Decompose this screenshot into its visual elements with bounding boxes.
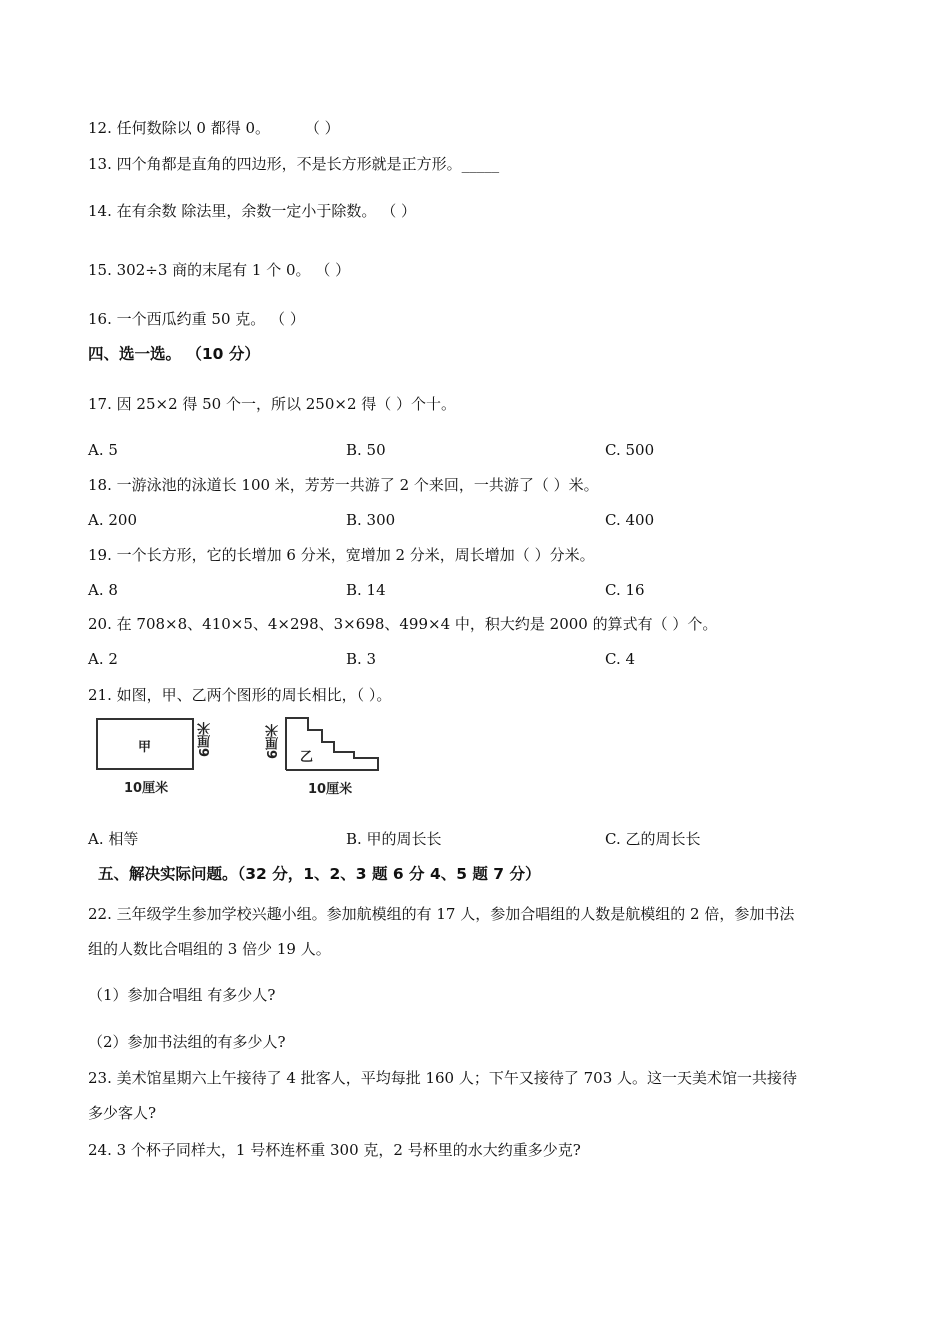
option-b: B. 300 (346, 511, 396, 529)
question-stem: 一游泳池的泳道长 100 米，芳芳一共游了 2 个来回，一共游了（ ）米。 (116, 476, 599, 494)
question-text: 一个西瓜约重 50 克。 (116, 310, 266, 328)
option-b: B. 3 (346, 650, 377, 668)
shape-yi-figure (282, 712, 392, 776)
question-text: 任何数除以 0 都得 0。 (116, 119, 271, 137)
question-number: 19. (88, 546, 112, 564)
question-number: 14. (88, 202, 112, 220)
answer-parentheses: （ ） (304, 119, 340, 137)
problem-23-line-1: 23. 美术馆星期六上午接待了 4 批客人，平均每批 160 人；下午又接待了 703 人。这一天美术馆一共接待 (88, 1069, 798, 1087)
question-14 (88, 200, 416, 222)
option-c: C. 500 (605, 441, 655, 459)
question-16 (88, 308, 305, 330)
question-number: 21. (88, 686, 112, 704)
shape-yi-side-label: 6厘米 (266, 724, 281, 760)
option-c: C. 400 (605, 511, 655, 529)
shape-yi-bottom-label: 10厘米 (308, 782, 353, 797)
answer-parentheses: （ ） (315, 261, 351, 279)
option-a: A. 200 (88, 511, 137, 529)
question-text: 302÷3 商的末尾有 1 个 0。 (116, 261, 311, 279)
option-b: B. 50 (346, 441, 386, 459)
shape-jia-label: 甲 (138, 740, 152, 755)
question-number: 13. (88, 155, 112, 173)
problem-22-sub-1: （1）参加合唱组 有多少人? (88, 986, 276, 1004)
question-stem: 在 708×8、410×5、4×298、3×698、499×4 中，积大约是 2000 的算式有（ ）个。 (116, 615, 718, 633)
question-stem: 如图，甲、乙两个图形的周长相比，（ ）。 (116, 686, 392, 704)
problem-22-line-2: 组的人数比合唱组的 3 倍少 19 人。 (88, 940, 331, 958)
shape-jia-side-label: 6厘米 (198, 722, 213, 758)
question-number: 17. (88, 395, 112, 413)
question-stem: 因 25×2 得 50 个一，所以 250×2 得（ ）个十。 (116, 395, 457, 413)
problem-23-line-2: 多少客人? (88, 1104, 157, 1122)
option-b: B. 甲的周长长 (346, 830, 442, 848)
option-a: A. 2 (88, 650, 118, 668)
question-12 (88, 117, 340, 139)
option-c: C. 16 (605, 581, 645, 599)
question-17 (88, 393, 456, 415)
option-a: A. 8 (88, 581, 118, 599)
problem-22-sub-2: （2）参加书法组的有多少人? (88, 1033, 286, 1051)
option-b: B. 14 (346, 581, 386, 599)
question-stem: 一个长方形，它的长增加 6 分米，宽增加 2 分米，周长增加（ ）分米。 (116, 546, 595, 564)
problem-24-line-1: 24. 3 个杯子同样大，1 号杯连杯重 300 克，2 号杯里的水大约重多少克? (88, 1141, 581, 1159)
question-18 (88, 474, 599, 496)
answer-blank: _____ (461, 155, 500, 173)
section-4-heading: 四、选一选。 （10 分） (88, 345, 260, 363)
section-5-heading: 五、解决实际问题。（32 分，1、2、3 题 6 分 4、5 题 7 分） (98, 865, 541, 883)
option-c: C. 4 (605, 650, 636, 668)
question-number: 12. (88, 119, 112, 137)
question-text: 四个角都是直角的四边形，不是长方形就是正方形。 (116, 155, 462, 173)
question-19 (88, 544, 595, 566)
answer-parentheses: （ ） (381, 202, 416, 220)
question-text: 在有余数 除法里，余数一定小于除数。 (116, 202, 377, 220)
question-number: 18. (88, 476, 112, 494)
question-13 (88, 153, 499, 175)
question-number: 20. (88, 615, 112, 633)
question-15 (88, 259, 350, 281)
option-a: A. 相等 (88, 830, 139, 848)
shape-jia-bottom-label: 10厘米 (124, 781, 169, 796)
problem-22-line-1: 22. 三年级学生参加学校兴趣小组。参加航模组的有 17 人，参加合唱组的人数是航模组的 2 倍，参加书法 (88, 905, 795, 923)
answer-parentheses: （ ） (270, 310, 305, 328)
question-21 (88, 684, 391, 706)
option-a: A. 5 (88, 441, 118, 459)
question-number: 15. (88, 261, 112, 279)
question-number: 16. (88, 310, 112, 328)
question-20 (88, 613, 717, 635)
shape-yi-label: 乙 (300, 750, 314, 765)
option-c: C. 乙的周长长 (605, 830, 701, 848)
